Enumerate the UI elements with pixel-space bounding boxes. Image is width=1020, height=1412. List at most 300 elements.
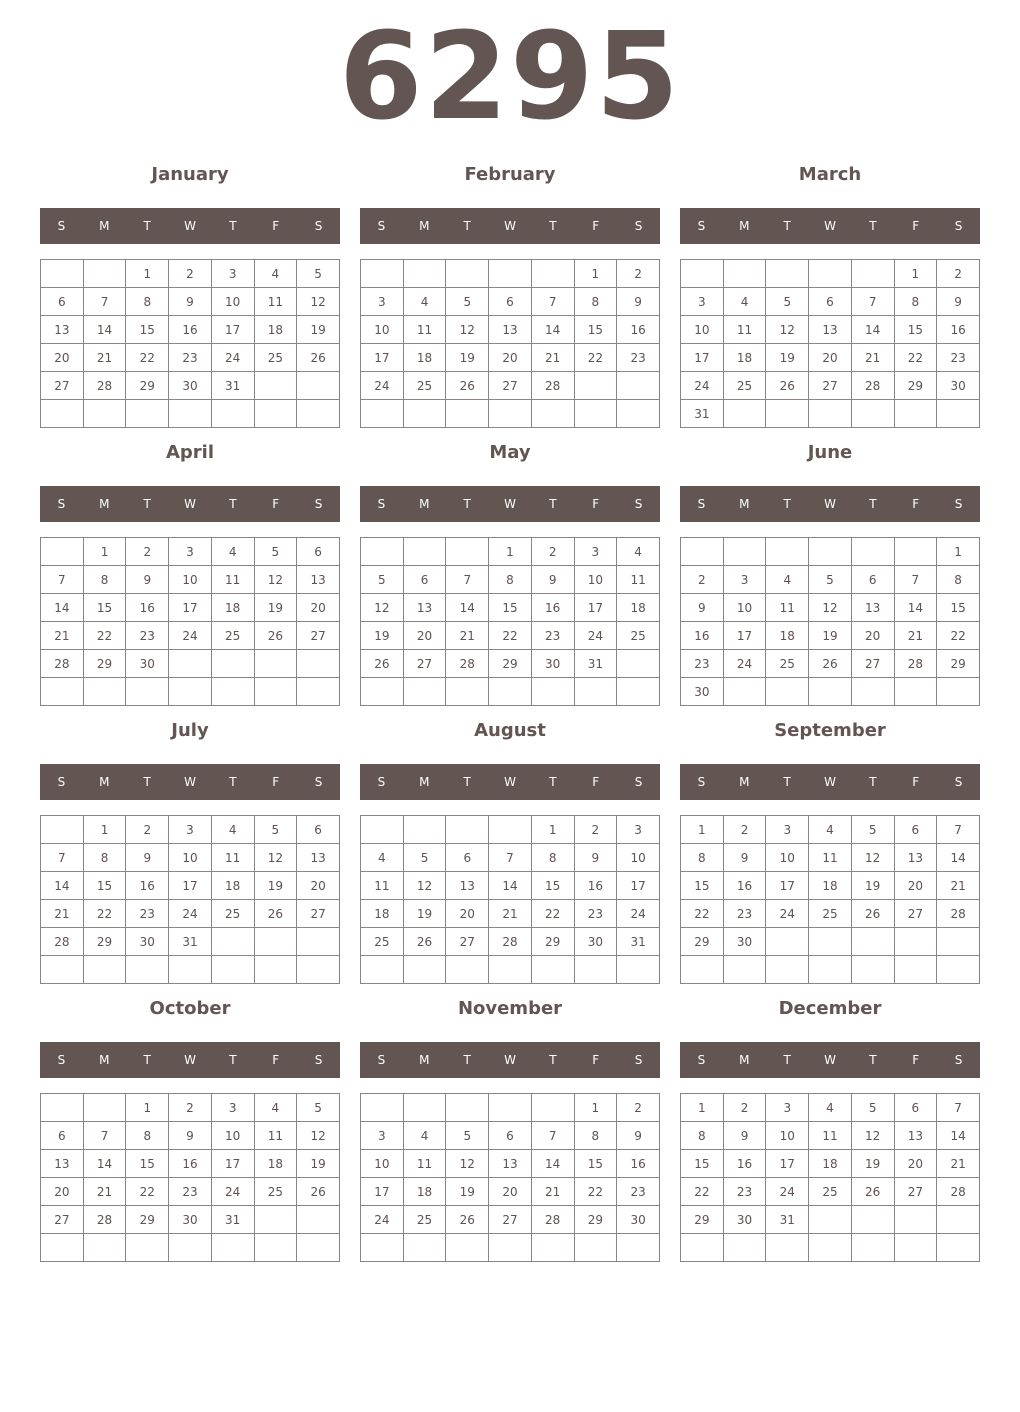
week-row [361, 900, 660, 928]
day-cell: 29 [83, 650, 126, 678]
day-cell: 25 [809, 900, 852, 928]
week-row [41, 538, 340, 566]
week-row [681, 344, 980, 372]
day-cell: 20 [851, 622, 894, 650]
empty-day-cell [531, 1234, 574, 1262]
day-cell: 19 [851, 1150, 894, 1178]
week-row [41, 344, 340, 372]
days-table [360, 259, 660, 428]
empty-day-cell [851, 1234, 894, 1262]
weekday-header [680, 764, 980, 800]
day-cell: 25 [766, 650, 809, 678]
weekday-label: T [229, 497, 237, 511]
week-row [41, 400, 340, 428]
weekday-label: W [184, 1053, 196, 1067]
weekday-header [680, 208, 980, 244]
week-row [41, 1150, 340, 1178]
day-cell: 18 [403, 344, 446, 372]
days-table [40, 815, 340, 984]
empty-day-cell [126, 956, 169, 984]
day-cell: 8 [937, 566, 980, 594]
day-cell: 28 [937, 900, 980, 928]
empty-day-cell [254, 956, 297, 984]
month-november [360, 994, 660, 1264]
day-cell: 13 [41, 316, 84, 344]
day-cell: 10 [361, 1150, 404, 1178]
day-cell: 24 [361, 1206, 404, 1234]
day-cell: 21 [851, 344, 894, 372]
day-cell: 16 [681, 622, 724, 650]
empty-day-cell [766, 678, 809, 706]
day-cell: 20 [403, 622, 446, 650]
day-cell: 30 [126, 650, 169, 678]
empty-day-cell [766, 1234, 809, 1262]
empty-day-cell [723, 538, 766, 566]
day-cell: 17 [723, 622, 766, 650]
day-cell: 9 [681, 594, 724, 622]
day-cell: 24 [211, 344, 254, 372]
day-cell: 17 [169, 594, 212, 622]
empty-day-cell [83, 956, 126, 984]
weekday-header [40, 486, 340, 522]
weekday-label: T [229, 1053, 237, 1067]
week-row [41, 956, 340, 984]
empty-day-cell [446, 1094, 489, 1122]
day-cell: 22 [489, 622, 532, 650]
empty-day-cell [297, 400, 340, 428]
day-cell: 11 [254, 288, 297, 316]
empty-day-cell [894, 400, 937, 428]
day-cell: 13 [297, 844, 340, 872]
empty-day-cell [254, 1206, 297, 1234]
week-row [361, 872, 660, 900]
day-cell: 26 [254, 622, 297, 650]
day-cell: 25 [211, 622, 254, 650]
day-cell: 27 [894, 900, 937, 928]
weekday-label: T [463, 219, 471, 233]
day-cell: 19 [446, 344, 489, 372]
empty-day-cell [254, 650, 297, 678]
empty-day-cell [851, 260, 894, 288]
empty-day-cell [617, 1234, 660, 1262]
empty-day-cell [169, 400, 212, 428]
empty-day-cell [723, 400, 766, 428]
week-row [41, 1094, 340, 1122]
day-cell: 8 [574, 288, 617, 316]
day-cell: 12 [851, 1122, 894, 1150]
month-name: November [457, 998, 563, 1019]
day-cell: 22 [681, 900, 724, 928]
week-row [681, 1234, 980, 1262]
weekday-label: T [549, 219, 557, 233]
empty-day-cell [83, 678, 126, 706]
day-cell: 31 [211, 372, 254, 400]
day-cell: 14 [41, 872, 84, 900]
empty-day-cell [617, 372, 660, 400]
day-cell: 6 [446, 844, 489, 872]
month-name: January [151, 164, 229, 185]
day-cell: 7 [41, 844, 84, 872]
weekday-label: M [739, 219, 750, 233]
empty-day-cell [361, 956, 404, 984]
empty-day-cell [403, 1094, 446, 1122]
day-cell: 21 [937, 1150, 980, 1178]
day-cell: 20 [297, 594, 340, 622]
day-cell: 4 [809, 816, 852, 844]
day-cell: 30 [169, 1206, 212, 1234]
day-cell: 19 [851, 872, 894, 900]
day-cell: 26 [254, 900, 297, 928]
day-cell: 10 [681, 316, 724, 344]
weekday-label: T [549, 1053, 557, 1067]
weekday-label: W [504, 219, 516, 233]
weekday-label: S [697, 497, 706, 511]
empty-day-cell [361, 1234, 404, 1262]
weekday-label: M [739, 497, 750, 511]
day-cell: 5 [297, 1094, 340, 1122]
day-cell: 26 [809, 650, 852, 678]
empty-day-cell [809, 1206, 852, 1234]
empty-day-cell [297, 928, 340, 956]
empty-day-cell [83, 260, 126, 288]
weekday-label: T [143, 219, 151, 233]
weekday-label: W [824, 1053, 836, 1067]
weekday-header [360, 1042, 660, 1078]
day-cell: 22 [937, 622, 980, 650]
day-cell: 11 [766, 594, 809, 622]
month-name: August [474, 720, 546, 741]
week-row [681, 400, 980, 428]
day-cell: 31 [766, 1206, 809, 1234]
day-cell: 5 [809, 566, 852, 594]
day-cell: 12 [446, 316, 489, 344]
empty-day-cell [446, 816, 489, 844]
days-table [40, 259, 340, 428]
week-row [41, 372, 340, 400]
week-row [681, 622, 980, 650]
month-march [680, 160, 980, 430]
month-name: February [464, 164, 556, 185]
day-cell: 2 [723, 816, 766, 844]
weekday-label: S [57, 497, 66, 511]
day-cell: 4 [617, 538, 660, 566]
day-cell: 17 [766, 1150, 809, 1178]
month-name: March [798, 164, 862, 185]
day-cell: 18 [403, 1178, 446, 1206]
day-cell: 28 [894, 650, 937, 678]
day-cell: 20 [446, 900, 489, 928]
day-cell: 24 [723, 650, 766, 678]
week-row [681, 288, 980, 316]
empty-day-cell [361, 678, 404, 706]
weekday-label: F [912, 775, 920, 789]
day-cell: 26 [851, 1178, 894, 1206]
days-table [680, 1093, 980, 1262]
weekday-label: F [272, 497, 280, 511]
empty-day-cell [403, 1234, 446, 1262]
weekday-label: S [697, 219, 706, 233]
month-september [680, 716, 980, 986]
day-cell: 20 [297, 872, 340, 900]
day-cell: 17 [169, 872, 212, 900]
day-cell: 3 [211, 1094, 254, 1122]
empty-day-cell [681, 260, 724, 288]
empty-day-cell [531, 956, 574, 984]
day-cell: 27 [403, 650, 446, 678]
week-row [681, 816, 980, 844]
weekday-label: F [592, 497, 600, 511]
day-cell: 27 [297, 900, 340, 928]
day-cell: 31 [681, 400, 724, 428]
week-row [361, 566, 660, 594]
empty-day-cell [766, 260, 809, 288]
empty-day-cell [766, 400, 809, 428]
day-cell: 31 [574, 650, 617, 678]
day-cell: 28 [83, 1206, 126, 1234]
weekday-label: S [377, 1053, 386, 1067]
day-cell: 12 [809, 594, 852, 622]
empty-day-cell [403, 678, 446, 706]
empty-day-cell [403, 400, 446, 428]
empty-day-cell [297, 956, 340, 984]
day-cell: 3 [211, 260, 254, 288]
day-cell: 10 [574, 566, 617, 594]
week-row [681, 678, 980, 706]
day-cell: 13 [489, 1150, 532, 1178]
empty-day-cell [361, 816, 404, 844]
week-row [681, 1094, 980, 1122]
days-table [680, 537, 980, 706]
empty-day-cell [254, 928, 297, 956]
week-row [361, 372, 660, 400]
day-cell: 13 [851, 594, 894, 622]
weekday-label: T [783, 497, 791, 511]
week-row [41, 650, 340, 678]
day-cell: 12 [766, 316, 809, 344]
week-row [41, 678, 340, 706]
empty-day-cell [894, 956, 937, 984]
empty-day-cell [254, 1234, 297, 1262]
day-cell: 3 [681, 288, 724, 316]
day-cell: 15 [574, 316, 617, 344]
day-cell: 12 [446, 1150, 489, 1178]
empty-day-cell [531, 1094, 574, 1122]
day-cell: 25 [254, 344, 297, 372]
empty-day-cell [489, 816, 532, 844]
day-cell: 19 [361, 622, 404, 650]
day-cell: 1 [681, 1094, 724, 1122]
empty-day-cell [766, 956, 809, 984]
day-cell: 14 [489, 872, 532, 900]
day-cell: 2 [169, 260, 212, 288]
empty-day-cell [446, 1234, 489, 1262]
month-august [360, 716, 660, 986]
day-cell: 18 [254, 1150, 297, 1178]
empty-day-cell [41, 538, 84, 566]
week-row [361, 650, 660, 678]
weekday-label: S [634, 497, 643, 511]
week-row [681, 900, 980, 928]
weekday-label: T [549, 775, 557, 789]
empty-day-cell [937, 956, 980, 984]
day-cell: 14 [83, 1150, 126, 1178]
day-cell: 18 [809, 872, 852, 900]
day-cell: 25 [403, 372, 446, 400]
day-cell: 27 [489, 1206, 532, 1234]
day-cell: 19 [297, 316, 340, 344]
empty-day-cell [489, 956, 532, 984]
empty-day-cell [361, 400, 404, 428]
weekday-label: S [377, 497, 386, 511]
day-cell: 28 [41, 928, 84, 956]
day-cell: 7 [937, 1094, 980, 1122]
empty-day-cell [41, 956, 84, 984]
day-cell: 23 [574, 900, 617, 928]
empty-day-cell [126, 400, 169, 428]
day-cell: 7 [41, 566, 84, 594]
empty-day-cell [254, 400, 297, 428]
empty-day-cell [766, 538, 809, 566]
weekday-label: T [143, 775, 151, 789]
week-row [41, 872, 340, 900]
week-row [361, 538, 660, 566]
day-cell: 2 [574, 816, 617, 844]
empty-day-cell [617, 678, 660, 706]
day-cell: 13 [809, 316, 852, 344]
weekday-label: T [229, 775, 237, 789]
day-cell: 4 [254, 1094, 297, 1122]
week-row [681, 260, 980, 288]
days-table [680, 259, 980, 428]
day-cell: 22 [83, 622, 126, 650]
day-cell: 4 [254, 260, 297, 288]
day-cell: 13 [489, 316, 532, 344]
day-cell: 25 [403, 1206, 446, 1234]
day-cell: 8 [531, 844, 574, 872]
weekday-label: S [954, 775, 963, 789]
day-cell: 11 [809, 844, 852, 872]
day-cell: 11 [361, 872, 404, 900]
day-cell: 7 [489, 844, 532, 872]
week-row [361, 288, 660, 316]
empty-day-cell [83, 1094, 126, 1122]
week-row [361, 594, 660, 622]
weekday-label: T [869, 219, 877, 233]
day-cell: 28 [531, 1206, 574, 1234]
day-cell: 24 [211, 1178, 254, 1206]
day-cell: 6 [297, 538, 340, 566]
weekday-label: M [419, 1053, 430, 1067]
empty-day-cell [446, 538, 489, 566]
empty-day-cell [894, 678, 937, 706]
empty-day-cell [211, 928, 254, 956]
empty-day-cell [361, 260, 404, 288]
empty-day-cell [446, 678, 489, 706]
empty-day-cell [937, 1206, 980, 1234]
weekday-label: M [419, 219, 430, 233]
day-cell: 29 [937, 650, 980, 678]
weekday-label: W [184, 219, 196, 233]
day-cell: 30 [531, 650, 574, 678]
day-cell: 11 [617, 566, 660, 594]
day-cell: 24 [766, 900, 809, 928]
empty-day-cell [126, 678, 169, 706]
day-cell: 23 [681, 650, 724, 678]
weekday-label: T [549, 497, 557, 511]
day-cell: 30 [126, 928, 169, 956]
day-cell: 12 [851, 844, 894, 872]
weekday-label: T [463, 775, 471, 789]
week-row [41, 260, 340, 288]
day-cell: 29 [531, 928, 574, 956]
day-cell: 18 [254, 316, 297, 344]
empty-day-cell [531, 678, 574, 706]
day-cell: 26 [361, 650, 404, 678]
day-cell: 10 [211, 288, 254, 316]
day-cell: 23 [617, 1178, 660, 1206]
week-row [681, 538, 980, 566]
day-cell: 2 [723, 1094, 766, 1122]
day-cell: 27 [41, 1206, 84, 1234]
day-cell: 3 [766, 1094, 809, 1122]
day-cell: 1 [531, 816, 574, 844]
day-cell: 19 [254, 594, 297, 622]
day-cell: 22 [894, 344, 937, 372]
weekday-label: M [739, 775, 750, 789]
day-cell: 23 [937, 344, 980, 372]
weekday-label: W [184, 497, 196, 511]
day-cell: 17 [574, 594, 617, 622]
empty-day-cell [617, 400, 660, 428]
day-cell: 7 [937, 816, 980, 844]
empty-day-cell [723, 678, 766, 706]
empty-day-cell [83, 400, 126, 428]
day-cell: 10 [169, 844, 212, 872]
weekday-header [40, 208, 340, 244]
empty-day-cell [766, 928, 809, 956]
weekday-header [680, 1042, 980, 1078]
day-cell: 28 [531, 372, 574, 400]
week-row [681, 928, 980, 956]
day-cell: 21 [531, 344, 574, 372]
month-name: May [489, 442, 531, 463]
empty-day-cell [41, 400, 84, 428]
weekday-label: M [99, 1053, 110, 1067]
day-cell: 4 [403, 288, 446, 316]
day-cell: 30 [617, 1206, 660, 1234]
weekday-label: F [272, 775, 280, 789]
empty-day-cell [126, 1234, 169, 1262]
week-row [41, 1178, 340, 1206]
day-cell: 27 [297, 622, 340, 650]
empty-day-cell [531, 400, 574, 428]
day-cell: 18 [361, 900, 404, 928]
week-row [361, 316, 660, 344]
day-cell: 22 [83, 900, 126, 928]
day-cell: 3 [169, 816, 212, 844]
day-cell: 15 [489, 594, 532, 622]
weekday-label: F [912, 1053, 920, 1067]
weekday-label: T [869, 497, 877, 511]
day-cell: 29 [574, 1206, 617, 1234]
days-table [360, 537, 660, 706]
day-cell: 12 [254, 844, 297, 872]
day-cell: 14 [894, 594, 937, 622]
day-cell: 1 [126, 260, 169, 288]
weekday-label: S [954, 219, 963, 233]
day-cell: 1 [937, 538, 980, 566]
empty-day-cell [809, 678, 852, 706]
